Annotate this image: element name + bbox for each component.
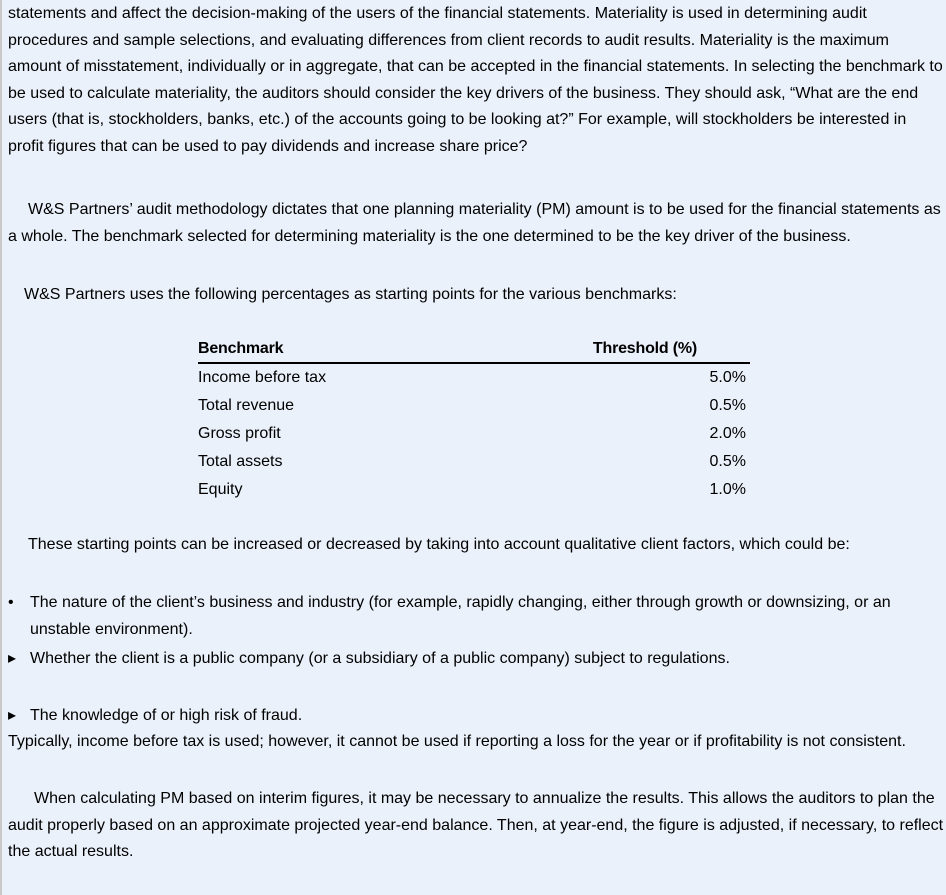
cell-benchmark: Total assets (198, 453, 283, 470)
cell-threshold: 1.0% (709, 481, 746, 498)
bullet-arrow-icon: ▸ (8, 650, 17, 667)
table-row (198, 364, 750, 392)
table-row (198, 392, 750, 420)
cell-benchmark: Gross profit (198, 425, 281, 442)
cell-threshold: 2.0% (709, 425, 746, 442)
bullet-dot-icon: • (8, 594, 14, 611)
cell-threshold: 0.5% (709, 397, 746, 414)
cell-benchmark: Income before tax (198, 369, 327, 386)
paragraph-income-before-tax: Typically, income before tax is used; however, it cannot be used if reporting a loss for the year or if profitability is not consistent. (8, 733, 906, 750)
cell-threshold: 0.5% (709, 453, 746, 470)
list-item-text: The nature of the client’s business and industry (for example, rapidly changing, either through growth or downsizing, or an unstable environment). (30, 594, 891, 638)
header-benchmark: Benchmark (198, 340, 284, 357)
paragraph-materiality-intro: statements and affect the decision-making of the users of the financial statements. Materiality is used in determining audit procedures and sample selections, and evaluating differences from client records to audit results. Materiality is the maximum amount of misstatement, individually or in aggregate, that can be accepted in the financial statements. In selecting the benchmark to be used to calculate materiality, the auditors should consider the key drivers of the business. They should ask, “What are the end users (that is, stockholders, banks, etc.) of the accounts going to be looking at?” For example, will stockholders be interested in profit figures that can be used to pay dividends and increase share price? (8, 5, 943, 155)
header-threshold: Threshold (%) (592, 340, 697, 357)
paragraph-percentages-intro: W&S Partners uses the following percentages as starting points for the various benchmarks: (24, 286, 677, 303)
benchmark-table (198, 336, 750, 504)
list-item (8, 589, 928, 643)
paragraph-qualitative-factors: These starting points can be increased or decreased by taking into account qualitative client factors, which could be: (28, 536, 850, 553)
list-item (8, 702, 928, 729)
list-item (8, 645, 928, 672)
cell-benchmark: Equity (198, 481, 243, 498)
list-item-text: Whether the client is a public company (or a subsidiary of a public company) subject to regulations. (30, 650, 730, 667)
cell-benchmark: Total revenue (198, 397, 295, 414)
bullet-arrow-icon: ▸ (8, 707, 17, 724)
paragraph-interim-figures: When calculating PM based on interim figures, it may be necessary to annualize the results. This allows the auditors to plan the audit properly based on an approximate projected year-end balance. Then, at year-end, the figure is adjusted, if necessary, to reflect the actual results. (8, 790, 944, 860)
paragraph-audit-methodology: W&S Partners’ audit methodology dictates that one planning materiality (PM) amount is to be used for the financial statements as a whole. The benchmark selected for determining materiality is the one determined to be the key driver of the business. (8, 201, 941, 245)
list-item-text: The knowledge of or high risk of fraud. (30, 707, 303, 724)
table-row (198, 420, 750, 448)
table-row (198, 448, 750, 476)
cell-threshold: 5.0% (709, 369, 746, 386)
table-row (198, 476, 750, 504)
table-header (198, 336, 750, 364)
